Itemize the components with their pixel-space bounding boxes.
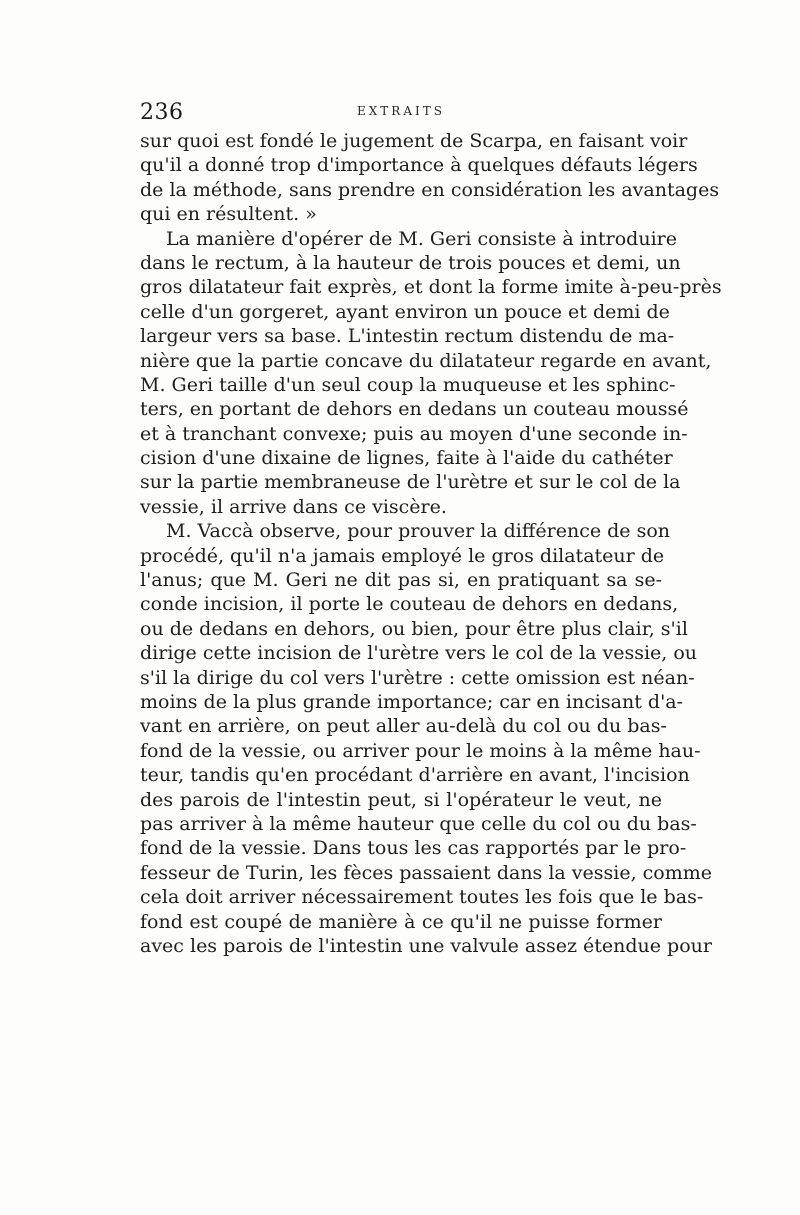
text-line: cela doit arriver nécessairement toutes les fois que le bas- [140,886,704,909]
text-line: sur la partie membraneuse de l'urètre et sur le col de la [140,471,681,494]
text-line: fesseur de Turin, les fèces passaient dans la vessie, comme [140,861,713,884]
running-head: EXTRAITS [357,104,445,118]
text-line: procédé, qu'il n'a jamais employé le gros dilatateur de [140,544,665,567]
text-line: vessie, il arrive dans ce viscère. [140,495,447,518]
body-text [140,129,722,958]
text-line: des parois de l'intestin peut, si l'opérateur le veut, ne [140,788,662,811]
text-line: dans le rectum, à la hauteur de trois pouces et demi, un [140,251,681,274]
text-line: de la méthode, sans prendre en considération les avantages [140,178,720,201]
text-line: avec les parois de l'intestin une valvule assez étendue pour [140,934,712,957]
text-line: gros dilatateur fait exprès, et dont la forme imite à-peu-près [140,276,722,299]
text-line: ou de dedans en dehors, ou bien, pour être plus clair, s'il [140,617,688,640]
text-line: sur quoi est fondé le jugement de Scarpa, en faisant voir [140,130,688,152]
text-line: qu'il a donné trop d'importance à quelques défauts légers [140,154,698,177]
text-line: fond est coupé de manière à ce qu'il ne puisse former [140,910,662,933]
text-line: cision d'une dixaine de lignes, faite à l'aide du cathéter [140,447,673,470]
text-line: M. Geri taille d'un seul coup la muqueuse et les sphinc- [140,373,676,396]
text-line: pas arriver à la même hauteur que celle du col ou du bas- [140,812,697,835]
text-line: conde incision, il porte le couteau de dehors en dedans, [140,593,679,616]
text-line: largeur vers sa base. L'intestin rectum distendu de ma- [140,325,675,348]
text-line: fond de la vessie. Dans tous les cas rapportés par le pro- [140,837,687,860]
text-line: l'anus; que M. Geri ne dit pas si, en pratiquant sa se- [140,569,662,592]
text-line: moins de la plus grande importance; car en incisant d'a- [140,690,684,713]
text-line: La manière d'opérer de M. Geri consiste à introduire [166,227,677,250]
text-line: teur, tandis qu'en procédant d'arrière en avant, l'incision [140,764,690,787]
text-line: M. Vaccà observe, pour prouver la différence de son [166,520,670,543]
page-number: 236 [140,100,184,125]
text-line: s'il la dirige du col vers l'urètre : cette omission est néan- [140,666,695,689]
page-header [140,100,662,126]
text-line: nière que la partie concave du dilatateur regarde en avant, [140,349,712,372]
text-line: ters, en portant de dehors en dedans un couteau moussé [140,398,689,421]
text-line: qui en résultent. » [140,203,317,226]
text-line: vant en arrière, on peut aller au-delà du col ou du bas- [140,715,667,738]
text-line: dirige cette incision de l'urètre vers le col de la vessie, ou [140,642,698,665]
text-line: fond de la vessie, ou arriver pour le moins à la même hau- [140,739,701,762]
text-line: et à tranchant convexe; puis au moyen d'une seconde in- [140,422,688,445]
text-line: celle d'un gorgeret, ayant environ un pouce et demi de [140,300,670,323]
